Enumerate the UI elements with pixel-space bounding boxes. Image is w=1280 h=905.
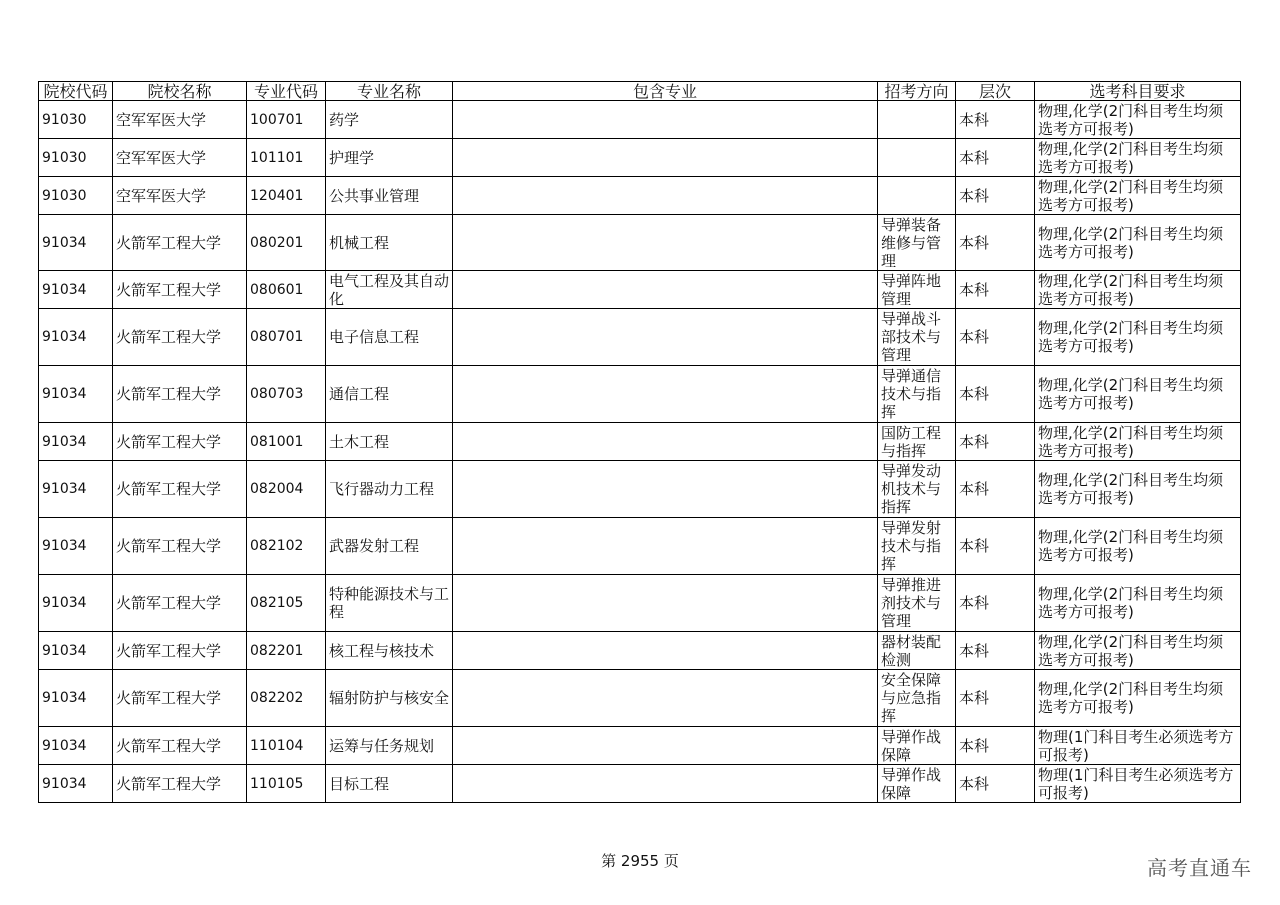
cell-direction: 导弹阵地管理 bbox=[878, 271, 956, 309]
cell-school-code: 91034 bbox=[39, 575, 113, 632]
cell-major-name: 药学 bbox=[326, 101, 453, 139]
cell-school-code: 91034 bbox=[39, 632, 113, 670]
cell-school-name: 空军军医大学 bbox=[113, 139, 247, 177]
cell-included-majors bbox=[453, 423, 878, 461]
cell-included-majors bbox=[453, 366, 878, 423]
cell-direction: 导弹装备维修与管理 bbox=[878, 215, 956, 271]
cell-major-code: 110104 bbox=[247, 727, 326, 765]
cell-major-name: 武器发射工程 bbox=[326, 518, 453, 575]
table-body bbox=[39, 101, 1241, 803]
cell-major-name: 机械工程 bbox=[326, 215, 453, 271]
cell-included-majors bbox=[453, 139, 878, 177]
cell-school-name: 火箭军工程大学 bbox=[113, 423, 247, 461]
cell-school-code: 91034 bbox=[39, 271, 113, 309]
table-row bbox=[39, 101, 1241, 139]
cell-direction: 导弹推进剂技术与管理 bbox=[878, 575, 956, 632]
cell-requirement: 物理(1门科目考生必须选考方可报考) bbox=[1035, 765, 1241, 803]
cell-school-name: 空军军医大学 bbox=[113, 101, 247, 139]
cell-level: 本科 bbox=[956, 215, 1035, 271]
cell-school-code: 91034 bbox=[39, 461, 113, 518]
cell-major-name: 公共事业管理 bbox=[326, 177, 453, 215]
cell-school-code: 91034 bbox=[39, 670, 113, 727]
table-row bbox=[39, 575, 1241, 632]
cell-requirement: 物理,化学(2门科目考生均须选考方可报考) bbox=[1035, 271, 1241, 309]
col-header-major-name: 专业名称 bbox=[326, 82, 453, 101]
cell-major-name: 电气工程及其自动化 bbox=[326, 271, 453, 309]
cell-requirement: 物理,化学(2门科目考生均须选考方可报考) bbox=[1035, 670, 1241, 727]
cell-requirement: 物理,化学(2门科目考生均须选考方可报考) bbox=[1035, 309, 1241, 366]
cell-direction: 国防工程与指挥 bbox=[878, 423, 956, 461]
header-row bbox=[39, 82, 1241, 101]
cell-school-name: 火箭军工程大学 bbox=[113, 670, 247, 727]
cell-requirement: 物理,化学(2门科目考生均须选考方可报考) bbox=[1035, 575, 1241, 632]
table-row bbox=[39, 271, 1241, 309]
cell-level: 本科 bbox=[956, 461, 1035, 518]
cell-level: 本科 bbox=[956, 765, 1035, 803]
cell-major-code: 082202 bbox=[247, 670, 326, 727]
table-row bbox=[39, 727, 1241, 765]
cell-school-code: 91034 bbox=[39, 215, 113, 271]
cell-direction: 导弹作战保障 bbox=[878, 765, 956, 803]
cell-level: 本科 bbox=[956, 632, 1035, 670]
cell-direction: 导弹发动机技术与指挥 bbox=[878, 461, 956, 518]
cell-direction: 导弹战斗部技术与管理 bbox=[878, 309, 956, 366]
cell-requirement: 物理,化学(2门科目考生均须选考方可报考) bbox=[1035, 518, 1241, 575]
cell-major-code: 101101 bbox=[247, 139, 326, 177]
cell-school-name: 火箭军工程大学 bbox=[113, 518, 247, 575]
cell-major-code: 081001 bbox=[247, 423, 326, 461]
cell-direction bbox=[878, 177, 956, 215]
cell-level: 本科 bbox=[956, 101, 1035, 139]
col-header-major-code: 专业代码 bbox=[247, 82, 326, 101]
cell-school-code: 91034 bbox=[39, 366, 113, 423]
cell-requirement: 物理,化学(2门科目考生均须选考方可报考) bbox=[1035, 101, 1241, 139]
cell-included-majors bbox=[453, 765, 878, 803]
cell-school-code: 91034 bbox=[39, 727, 113, 765]
cell-included-majors bbox=[453, 461, 878, 518]
table-row bbox=[39, 139, 1241, 177]
cell-major-name: 飞行器动力工程 bbox=[326, 461, 453, 518]
cell-major-code: 080703 bbox=[247, 366, 326, 423]
cell-included-majors bbox=[453, 575, 878, 632]
cell-school-name: 火箭军工程大学 bbox=[113, 575, 247, 632]
cell-level: 本科 bbox=[956, 177, 1035, 215]
cell-major-code: 082102 bbox=[247, 518, 326, 575]
cell-major-code: 120401 bbox=[247, 177, 326, 215]
cell-requirement: 物理,化学(2门科目考生均须选考方可报考) bbox=[1035, 632, 1241, 670]
cell-major-code: 082004 bbox=[247, 461, 326, 518]
cell-major-name: 运筹与任务规划 bbox=[326, 727, 453, 765]
col-header-level: 层次 bbox=[956, 82, 1035, 101]
cell-major-code: 082105 bbox=[247, 575, 326, 632]
cell-major-code: 082201 bbox=[247, 632, 326, 670]
cell-requirement: 物理,化学(2门科目考生均须选考方可报考) bbox=[1035, 423, 1241, 461]
cell-school-code: 91030 bbox=[39, 177, 113, 215]
table-row bbox=[39, 215, 1241, 271]
cell-school-name: 火箭军工程大学 bbox=[113, 461, 247, 518]
cell-major-code: 080601 bbox=[247, 271, 326, 309]
cell-major-name: 辐射防护与核安全 bbox=[326, 670, 453, 727]
cell-school-code: 91034 bbox=[39, 765, 113, 803]
cell-direction bbox=[878, 101, 956, 139]
cell-direction bbox=[878, 139, 956, 177]
cell-direction: 导弹通信技术与指挥 bbox=[878, 366, 956, 423]
cell-school-code: 91034 bbox=[39, 518, 113, 575]
col-header-included-majors: 包含专业 bbox=[453, 82, 878, 101]
cell-requirement: 物理,化学(2门科目考生均须选考方可报考) bbox=[1035, 215, 1241, 271]
cell-level: 本科 bbox=[956, 139, 1035, 177]
cell-requirement: 物理,化学(2门科目考生均须选考方可报考) bbox=[1035, 461, 1241, 518]
table-row bbox=[39, 670, 1241, 727]
cell-included-majors bbox=[453, 309, 878, 366]
cell-major-name: 通信工程 bbox=[326, 366, 453, 423]
cell-school-name: 火箭军工程大学 bbox=[113, 632, 247, 670]
cell-included-majors bbox=[453, 518, 878, 575]
cell-included-majors bbox=[453, 727, 878, 765]
table-row bbox=[39, 461, 1241, 518]
cell-included-majors bbox=[453, 632, 878, 670]
cell-included-majors bbox=[453, 101, 878, 139]
table-row bbox=[39, 518, 1241, 575]
cell-major-code: 080701 bbox=[247, 309, 326, 366]
cell-major-code: 110105 bbox=[247, 765, 326, 803]
cell-included-majors bbox=[453, 215, 878, 271]
col-header-requirement: 选考科目要求 bbox=[1035, 82, 1241, 101]
cell-school-name: 火箭军工程大学 bbox=[113, 215, 247, 271]
cell-level: 本科 bbox=[956, 423, 1035, 461]
cell-included-majors bbox=[453, 670, 878, 727]
cell-major-name: 电子信息工程 bbox=[326, 309, 453, 366]
cell-major-code: 100701 bbox=[247, 101, 326, 139]
cell-level: 本科 bbox=[956, 366, 1035, 423]
cell-requirement: 物理,化学(2门科目考生均须选考方可报考) bbox=[1035, 177, 1241, 215]
table-row bbox=[39, 632, 1241, 670]
table-row bbox=[39, 177, 1241, 215]
cell-school-name: 火箭军工程大学 bbox=[113, 309, 247, 366]
cell-school-code: 91030 bbox=[39, 139, 113, 177]
cell-school-name: 火箭军工程大学 bbox=[113, 765, 247, 803]
cell-included-majors bbox=[453, 177, 878, 215]
table-row bbox=[39, 366, 1241, 423]
admission-table bbox=[38, 81, 1241, 803]
cell-included-majors bbox=[453, 271, 878, 309]
col-header-school-code: 院校代码 bbox=[39, 82, 113, 101]
cell-level: 本科 bbox=[956, 727, 1035, 765]
page-number: 第 2955 页 bbox=[601, 852, 679, 870]
cell-direction: 导弹发射技术与指挥 bbox=[878, 518, 956, 575]
cell-direction: 安全保障与应急指挥 bbox=[878, 670, 956, 727]
col-header-school-name: 院校名称 bbox=[113, 82, 247, 101]
table-row bbox=[39, 765, 1241, 803]
cell-level: 本科 bbox=[956, 309, 1035, 366]
cell-school-name: 火箭军工程大学 bbox=[113, 271, 247, 309]
cell-school-name: 火箭军工程大学 bbox=[113, 727, 247, 765]
cell-level: 本科 bbox=[956, 518, 1035, 575]
cell-school-code: 91030 bbox=[39, 101, 113, 139]
table-row bbox=[39, 423, 1241, 461]
cell-major-name: 核工程与核技术 bbox=[326, 632, 453, 670]
cell-major-name: 特种能源技术与工程 bbox=[326, 575, 453, 632]
cell-school-name: 空军军医大学 bbox=[113, 177, 247, 215]
cell-level: 本科 bbox=[956, 575, 1035, 632]
cell-direction: 导弹作战保障 bbox=[878, 727, 956, 765]
cell-school-code: 91034 bbox=[39, 309, 113, 366]
cell-requirement: 物理(1门科目考生必须选考方可报考) bbox=[1035, 727, 1241, 765]
col-header-direction: 招考方向 bbox=[878, 82, 956, 101]
cell-school-name: 火箭军工程大学 bbox=[113, 366, 247, 423]
table-row bbox=[39, 309, 1241, 366]
cell-requirement: 物理,化学(2门科目考生均须选考方可报考) bbox=[1035, 139, 1241, 177]
cell-level: 本科 bbox=[956, 670, 1035, 727]
cell-school-code: 91034 bbox=[39, 423, 113, 461]
watermark: 高考直通车 bbox=[1147, 856, 1252, 880]
cell-requirement: 物理,化学(2门科目考生均须选考方可报考) bbox=[1035, 366, 1241, 423]
cell-major-name: 土木工程 bbox=[326, 423, 453, 461]
cell-direction: 器材装配检测 bbox=[878, 632, 956, 670]
cell-level: 本科 bbox=[956, 271, 1035, 309]
cell-major-name: 护理学 bbox=[326, 139, 453, 177]
cell-major-code: 080201 bbox=[247, 215, 326, 271]
cell-major-name: 目标工程 bbox=[326, 765, 453, 803]
